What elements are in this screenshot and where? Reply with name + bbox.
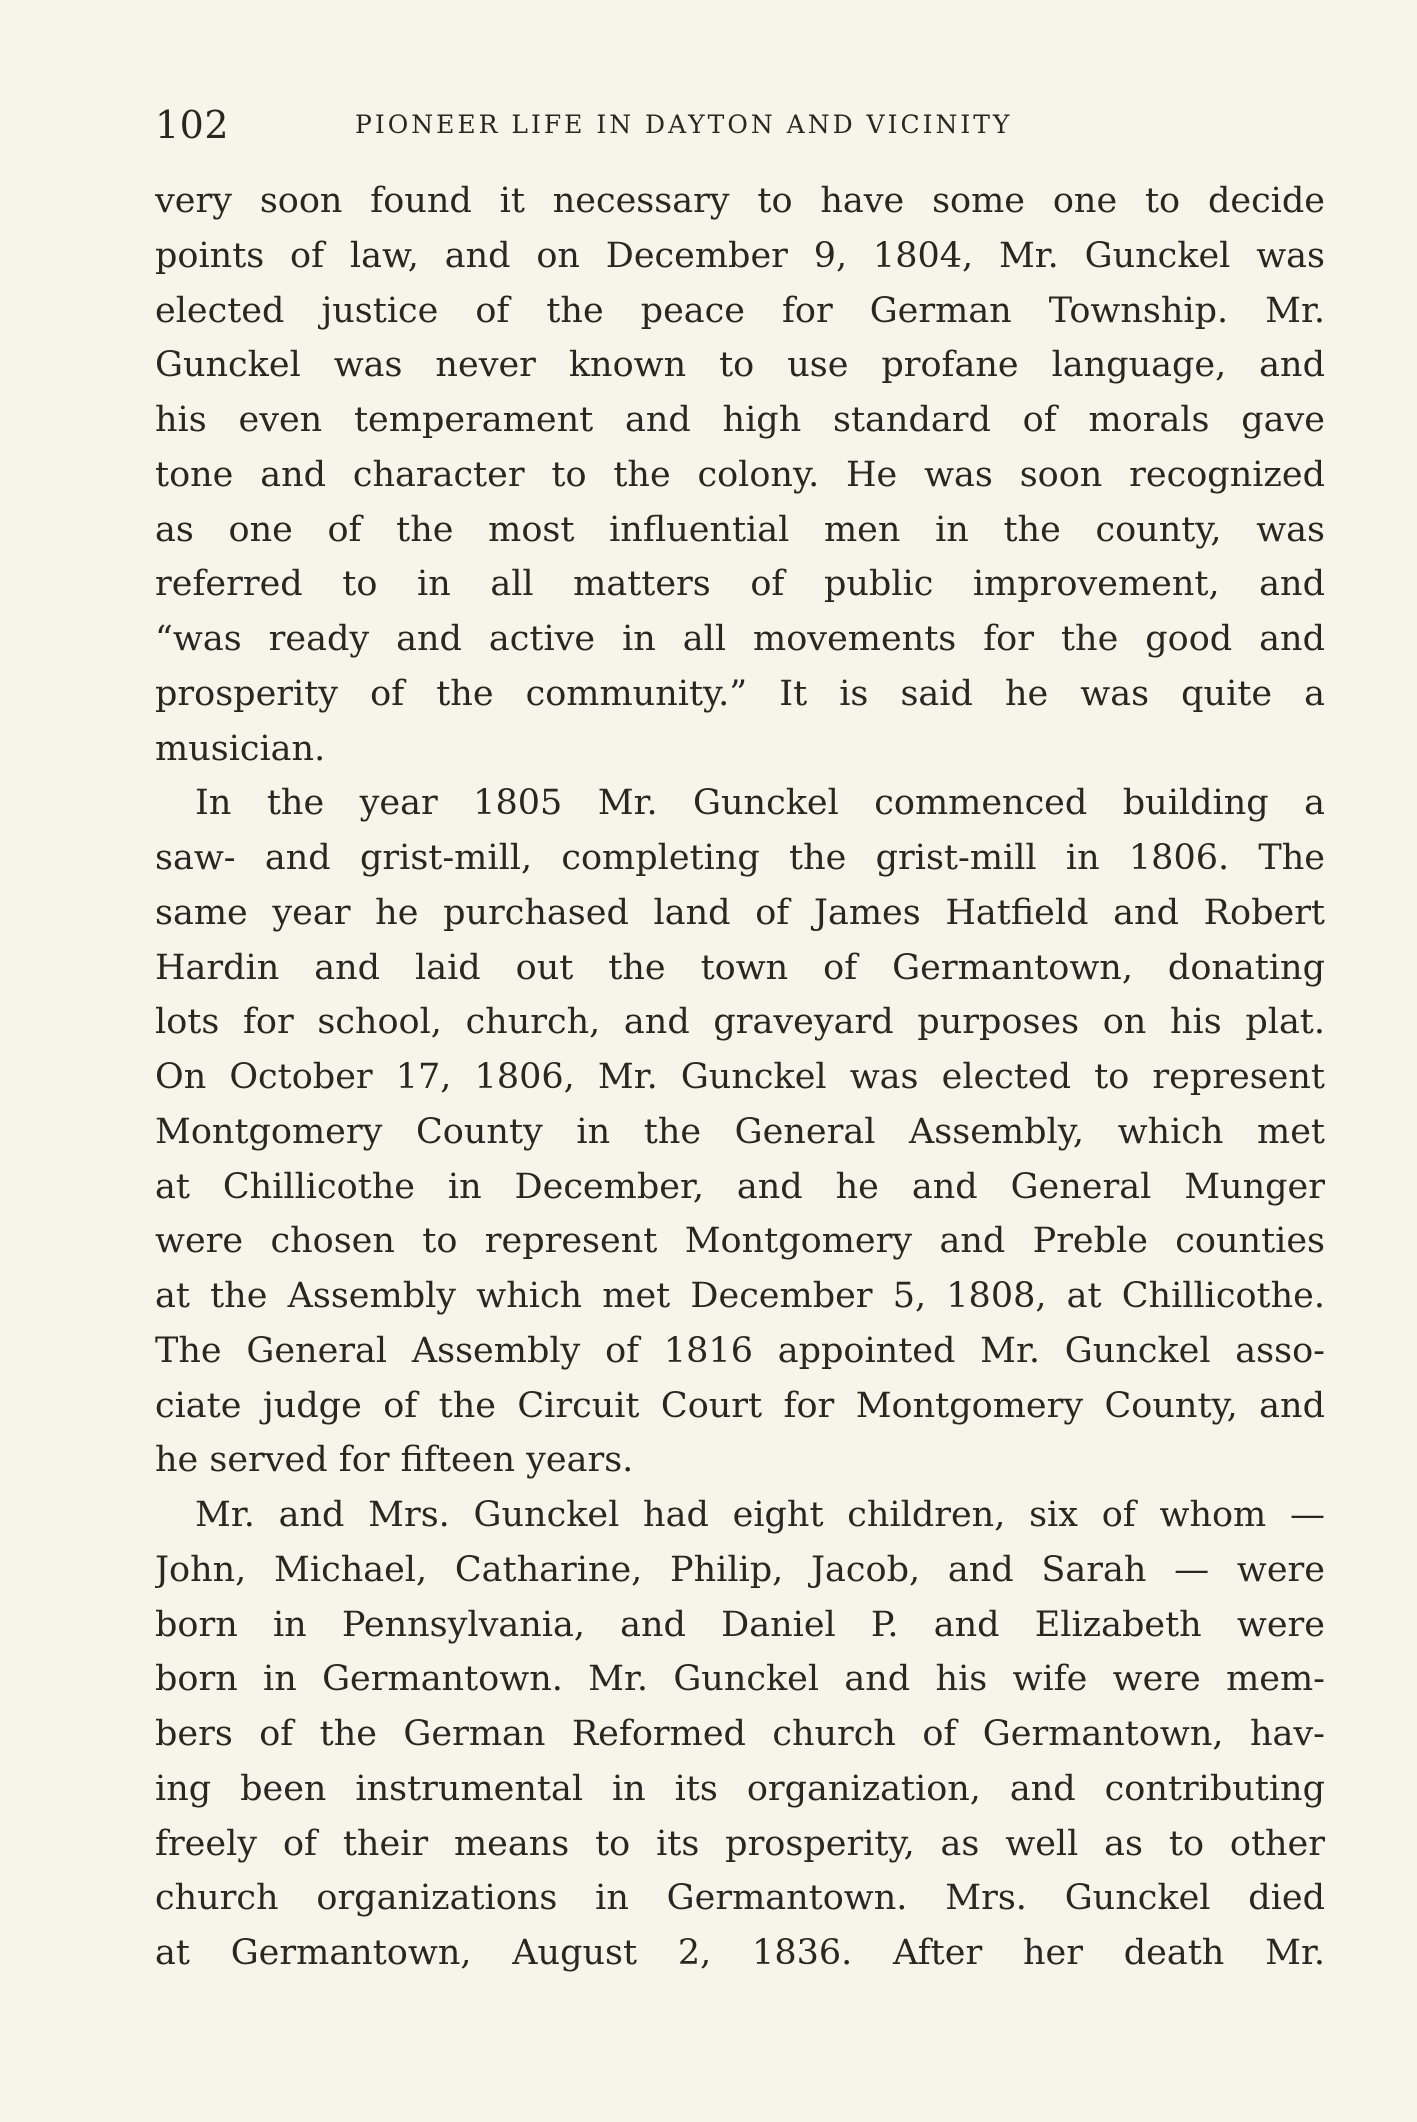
text-line: at Chillicothe in December, and he and General Munger xyxy=(155,1166,1325,1207)
text-line: John, Michael, Catharine, Philip, Jacob, and Sarah — were xyxy=(155,1549,1325,1590)
text-line: In the year 1805 Mr. Gunckel commenced building a xyxy=(195,783,1325,824)
text-line: The General Assembly of 1816 appointed Mr. Gunckel asso- xyxy=(155,1330,1325,1371)
text-line: same year he purchased land of James Hatfield and Robert xyxy=(155,892,1325,933)
running-title: PIONEER LIFE IN DAYTON AND VICINITY xyxy=(355,110,1013,139)
page-number: 102 xyxy=(155,103,230,147)
text-line: Montgomery County in the General Assembly, which met xyxy=(155,1111,1325,1152)
text-line: elected justice of the peace for German Township. Mr. xyxy=(155,290,1325,331)
text-line: referred to in all matters of public improvement, and xyxy=(155,564,1325,605)
text-line: ing been instrumental in its organization, and contributing xyxy=(155,1768,1325,1809)
text-line: at Germantown, August 2, 1836. After her death Mr. xyxy=(155,1933,1325,1973)
text-line: points of law, and on December 9, 1804, Mr. Gunckel was xyxy=(155,235,1325,276)
text-line: born in Germantown. Mr. Gunckel and his wife were mem- xyxy=(155,1659,1325,1700)
text-line: Gunckel was never known to use profane language, and xyxy=(155,345,1325,386)
text-line: Hardin and laid out the town of Germantown, donating xyxy=(155,947,1325,988)
text-line: at the Assembly which met December 5, 1808, at Chillicothe. xyxy=(155,1276,1325,1316)
text-line: On October 17, 1806, Mr. Gunckel was elected to represent xyxy=(155,1057,1325,1097)
running-head xyxy=(155,100,1325,150)
text-line: tone and character to the colony. He was soon recognized xyxy=(155,454,1325,495)
text-line: prosperity of the community.” It is said he was quite a xyxy=(155,673,1325,714)
text-line: “was ready and active in all movements for the good and xyxy=(155,619,1325,659)
text-line: his even temperament and high standard of morals gave xyxy=(155,400,1325,440)
text-line: freely of their means to its prosperity, as well as to other xyxy=(155,1823,1325,1864)
text-line: ciate judge of the Circuit Court for Montgomery County, and xyxy=(155,1385,1325,1426)
text-line: musician. xyxy=(155,728,326,769)
text-line: very soon found it necessary to have some one to decide xyxy=(155,181,1325,221)
text-line: he served for fifteen years. xyxy=(155,1440,634,1481)
text-line: as one of the most influential men in the county, was xyxy=(155,509,1325,550)
text-line: lots for school, church, and graveyard purposes on his plat. xyxy=(155,1002,1325,1043)
text-line: church organizations in Germantown. Mrs. Gunckel died xyxy=(155,1878,1325,1919)
text-line: Mr. and Mrs. Gunckel had eight children, six of whom — xyxy=(195,1495,1325,1535)
text-line: saw- and grist-mill, completing the grist-mill in 1806. The xyxy=(155,838,1325,878)
body-text xyxy=(155,174,1325,1981)
text-line: born in Pennsylvania, and Daniel P. and Elizabeth were xyxy=(155,1604,1325,1645)
text-line: bers of the German Reformed church of Germantown, hav- xyxy=(155,1714,1325,1754)
text-line: were chosen to represent Montgomery and Preble counties xyxy=(155,1221,1325,1262)
